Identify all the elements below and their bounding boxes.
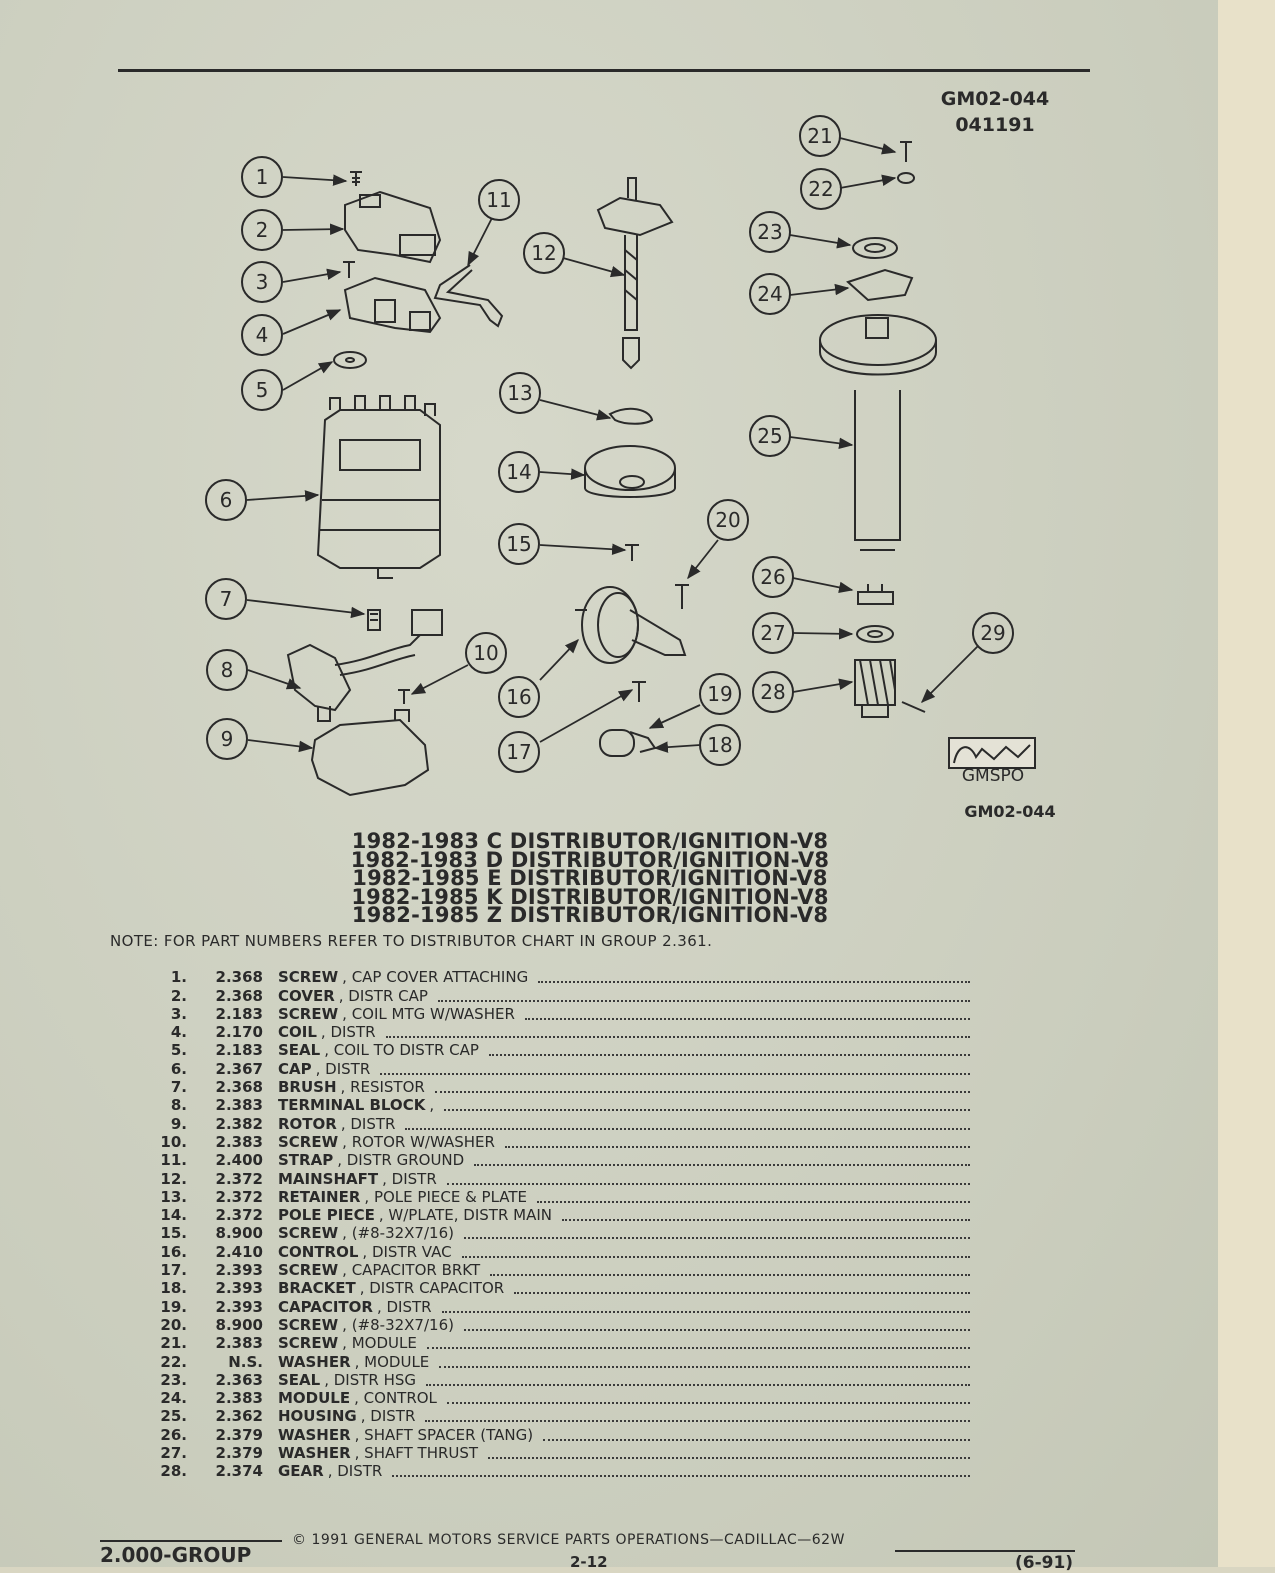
capacitor-icon (600, 730, 655, 756)
part-row (140, 1078, 970, 1096)
part-group: 2.383 (215, 1132, 263, 1151)
part-row (140, 1059, 970, 1077)
gear-icon (855, 660, 895, 717)
part-name: MODULE (278, 1389, 351, 1408)
leader-dots (392, 1475, 970, 1477)
part-number: 1. (170, 968, 187, 987)
seal-icon (334, 352, 366, 368)
part-name: POLE PIECE (278, 1206, 375, 1225)
leader-dots (543, 1439, 970, 1441)
part-group: 2.383 (215, 1096, 263, 1115)
part-description: , COIL TO DISTR CAP (324, 1041, 479, 1060)
part-group: 2.367 (215, 1059, 263, 1078)
leader-dots (489, 1054, 970, 1056)
part-description: , W/PLATE, DISTR MAIN (378, 1206, 552, 1225)
pole-piece-icon (585, 446, 675, 497)
part-number: 6. (170, 1059, 187, 1078)
part-number: 28. (160, 1462, 187, 1481)
part-number: 23. (160, 1370, 187, 1389)
callout-19: 19 (707, 682, 733, 706)
washer-icon (898, 173, 914, 183)
callout-3: 3 (255, 270, 269, 294)
part-row (140, 1444, 970, 1462)
part-description: , CONTROL (354, 1389, 437, 1408)
part-group: 2.372 (215, 1187, 263, 1206)
part-row (140, 1279, 970, 1297)
part-group: 2.379 (215, 1425, 263, 1444)
part-name: SCREW (278, 1261, 339, 1280)
part-description: , DISTR (315, 1059, 371, 1078)
callout-5: 5 (255, 378, 269, 402)
rotor-icon (312, 710, 428, 795)
part-description: , (429, 1096, 435, 1115)
part-group: 2.383 (215, 1389, 263, 1408)
part-row (140, 1242, 970, 1260)
coil-icon (345, 278, 440, 332)
part-row (140, 1316, 970, 1334)
callout-16: 16 (506, 685, 532, 709)
part-description: , DISTR GROUND (337, 1151, 465, 1170)
part-row (140, 1041, 970, 1059)
part-number: 11. (160, 1151, 187, 1170)
leader-dots (462, 1256, 970, 1258)
part-name: SCREW (278, 1315, 339, 1334)
part-row (140, 1389, 970, 1407)
part-name: SCREW (278, 1132, 339, 1151)
date-code: (6-91) (1015, 1553, 1074, 1573)
mainshaft-icon (598, 178, 672, 368)
part-number: 22. (160, 1352, 187, 1371)
screw-icon (398, 690, 410, 704)
callout-25: 25 (757, 424, 783, 448)
leader-dots (538, 981, 970, 983)
part-number: 19. (160, 1297, 187, 1316)
part-name: STRAP (278, 1151, 334, 1170)
part-description: , DISTR (376, 1297, 432, 1316)
part-row (140, 1206, 970, 1224)
part-description: , COIL MTG W/WASHER (342, 1004, 515, 1023)
part-name: CONTROL (278, 1242, 359, 1261)
leader-dots (426, 1384, 970, 1386)
callout-2: 2 (255, 218, 269, 242)
screw-icon (900, 142, 912, 162)
leader-dots (447, 1402, 970, 1404)
leader-dots (438, 1000, 970, 1002)
part-number: 18. (160, 1279, 187, 1298)
distributor-cap-icon (318, 396, 440, 578)
part-name: CAP (278, 1059, 312, 1078)
callout-8: 8 (220, 658, 234, 682)
leader-dots (488, 1457, 970, 1459)
callout-17: 17 (506, 740, 532, 764)
part-group: 2.393 (215, 1279, 263, 1298)
part-row (140, 1005, 970, 1023)
part-group: 2.372 (215, 1169, 263, 1188)
part-row (140, 1261, 970, 1279)
leader-dots (474, 1164, 970, 1166)
part-row (140, 1371, 970, 1389)
part-name: WASHER (278, 1444, 351, 1463)
part-row (140, 1462, 970, 1480)
part-group: 2.363 (215, 1370, 263, 1389)
callout-1: 1 (255, 165, 269, 189)
part-number: 13. (160, 1187, 187, 1206)
callout-22: 22 (808, 177, 834, 201)
part-name: SCREW (278, 1334, 339, 1353)
part-group: 2.374 (215, 1462, 263, 1481)
part-number: 14. (160, 1206, 187, 1225)
part-description: , CAP COVER ATTACHING (342, 968, 529, 987)
part-description: , DISTR CAP (338, 986, 428, 1005)
part-row (140, 1114, 970, 1132)
footer-rule-right (895, 1550, 1075, 1552)
part-number: 27. (160, 1444, 187, 1463)
part-number: 17. (160, 1261, 187, 1280)
callout-28: 28 (760, 680, 786, 704)
part-number: 8. (170, 1096, 187, 1115)
screw-icon (675, 585, 689, 609)
part-row (140, 1096, 970, 1114)
part-row (140, 1188, 970, 1206)
part-number: 21. (160, 1334, 187, 1353)
part-group: 8.900 (215, 1315, 263, 1334)
part-group: 2.393 (215, 1261, 263, 1280)
part-number: 12. (160, 1169, 187, 1188)
header-code-sub: 041191 (955, 114, 1035, 136)
callout-9: 9 (220, 727, 234, 751)
part-group: 2.183 (215, 1041, 263, 1060)
housing-icon (820, 315, 936, 550)
part-name: WASHER (278, 1352, 351, 1371)
part-description: , (#8-32X7/16) (342, 1224, 454, 1243)
part-name: RETAINER (278, 1187, 361, 1206)
note-text: NOTE: FOR PART NUMBERS REFER TO DISTRIBUTOR CHART IN GROUP 2.361. (110, 932, 713, 950)
title-line: 1982-1983 C DISTRIBUTOR/IGNITION-V8 (351, 829, 829, 853)
module-icon (848, 270, 912, 300)
part-group: 2.379 (215, 1444, 263, 1463)
callout-15: 15 (506, 532, 532, 556)
screw-icon (350, 172, 362, 186)
part-name: SCREW (278, 1004, 339, 1023)
part-name: SCREW (278, 1224, 339, 1243)
gmspo-logo-icon (948, 737, 1038, 769)
callout-29: 29 (980, 621, 1006, 645)
leader-dots (442, 1311, 970, 1313)
pin-icon (902, 702, 925, 712)
callout-4: 4 (255, 323, 269, 347)
terminal-block-icon (288, 610, 442, 721)
part-name: SEAL (278, 1370, 321, 1389)
part-row (140, 1352, 970, 1370)
part-group: 8.900 (215, 1224, 263, 1243)
part-number: 26. (160, 1425, 187, 1444)
leader-dots (439, 1366, 970, 1368)
part-group: 2.183 (215, 1004, 263, 1023)
footer-rule-left (100, 1540, 282, 1542)
part-group: 2.393 (215, 1297, 263, 1316)
part-row (140, 1023, 970, 1041)
callout-27: 27 (760, 621, 786, 645)
part-description: , ROTOR W/WASHER (342, 1132, 495, 1151)
part-number: 25. (160, 1407, 187, 1426)
part-number: 24. (160, 1389, 187, 1408)
leader-dots (425, 1420, 970, 1422)
part-group: 2.372 (215, 1206, 263, 1225)
part-name: MAINSHAFT (278, 1169, 379, 1188)
callout-13: 13 (507, 381, 533, 405)
vacuum-control-icon (575, 587, 685, 663)
part-number: 2. (170, 986, 187, 1005)
part-group: 2.368 (215, 1078, 263, 1097)
leader-dots (490, 1274, 970, 1276)
part-row (140, 1425, 970, 1443)
leader-dots (464, 1237, 970, 1239)
part-row (140, 1133, 970, 1151)
title-line: 1982-1985 K DISTRIBUTOR/IGNITION-V8 (351, 884, 829, 909)
leader-dots (464, 1329, 970, 1331)
part-group: 2.170 (215, 1023, 263, 1042)
callout-14: 14 (506, 460, 532, 484)
callout-10: 10 (473, 641, 499, 665)
part-number: 15. (160, 1224, 187, 1243)
page-number: 2-12 (570, 1553, 608, 1571)
part-description: , SHAFT THRUST (354, 1444, 479, 1463)
part-row (140, 986, 970, 1004)
washer-icon (858, 584, 893, 604)
part-description: , DISTR (360, 1407, 416, 1426)
leader-dots (505, 1146, 970, 1148)
callout-18: 18 (707, 733, 733, 757)
part-description: , DISTR CAPACITOR (359, 1279, 505, 1298)
leader-dots (514, 1292, 970, 1294)
part-name: BRUSH (278, 1078, 337, 1097)
part-row (140, 1334, 970, 1352)
leader-dots (435, 1091, 970, 1093)
part-name: TERMINAL BLOCK (278, 1096, 426, 1115)
part-description: , (#8-32X7/16) (342, 1315, 454, 1334)
ignition-coil-icon (345, 192, 440, 262)
logo-text: GMSPO (961, 766, 1025, 786)
part-group: 2.382 (215, 1114, 263, 1133)
header-code-main: GM02-044 (940, 88, 1050, 110)
part-name: ROTOR (278, 1114, 337, 1133)
part-description: , RESISTOR (340, 1078, 425, 1097)
callout-26: 26 (760, 565, 786, 589)
part-description: , DISTR (382, 1169, 437, 1188)
screw-icon (632, 682, 646, 702)
leader-dots (525, 1018, 970, 1020)
part-name: SEAL (278, 1041, 321, 1060)
screw-icon (343, 262, 355, 278)
title-line: 1982-1985 E DISTRIBUTOR/IGNITION-V8 (352, 866, 828, 890)
part-name: COVER (278, 986, 335, 1005)
part-group: 2.368 (215, 986, 263, 1005)
part-group: 2.362 (215, 1407, 263, 1426)
diagram-code: GM02-044 (964, 802, 1056, 821)
leader-dots (562, 1219, 970, 1221)
part-name: SCREW (278, 968, 339, 987)
part-description: , DISTR (340, 1114, 396, 1133)
leader-dots (386, 1036, 970, 1038)
part-description: , DISTR HSG (324, 1370, 417, 1389)
callout-12: 12 (531, 241, 557, 265)
part-row (140, 1169, 970, 1187)
callout-7: 7 (219, 587, 233, 611)
part-number: 16. (160, 1242, 187, 1261)
part-description: , POLE PIECE & PLATE (364, 1187, 528, 1206)
part-number: 9. (170, 1114, 187, 1133)
part-name: GEAR (278, 1462, 324, 1481)
part-number: 7. (170, 1078, 187, 1097)
part-group: 2.383 (215, 1334, 263, 1353)
callout-6: 6 (219, 488, 233, 512)
part-group: 2.410 (215, 1242, 263, 1261)
ground-strap-icon (435, 265, 502, 326)
leader-dots (380, 1073, 970, 1075)
part-name: WASHER (278, 1425, 351, 1444)
part-name: BRACKET (278, 1279, 356, 1298)
part-number: 10. (160, 1132, 187, 1151)
part-group: 2.368 (215, 968, 263, 987)
brush-icon (368, 610, 380, 630)
part-description: , MODULE (354, 1352, 430, 1371)
part-group: N.S. (228, 1352, 263, 1371)
part-name: CAPACITOR (278, 1297, 373, 1316)
part-description: , DISTR (320, 1023, 376, 1042)
copyright-text: © 1991 GENERAL MOTORS SERVICE PARTS OPERATIONS—CADILLAC—62W (292, 1532, 845, 1548)
seal-icon (853, 238, 897, 258)
callout-23: 23 (757, 220, 783, 244)
callout-20: 20 (715, 508, 741, 532)
part-name: COIL (278, 1023, 317, 1042)
part-description: , CAPACITOR BRKT (342, 1261, 481, 1280)
part-row (140, 1407, 970, 1425)
leader-dots (405, 1128, 970, 1130)
part-description: , MODULE (342, 1334, 417, 1353)
leader-dots (444, 1109, 970, 1111)
part-row (140, 1151, 970, 1169)
leader-dots (427, 1347, 970, 1349)
title-line: 1982-1985 Z DISTRIBUTOR/IGNITION-V8 (351, 903, 829, 927)
part-number: 4. (170, 1023, 187, 1042)
leader-dots (447, 1183, 970, 1185)
part-number: 20. (160, 1315, 187, 1334)
part-group: 2.400 (215, 1151, 263, 1170)
part-number: 3. (170, 1004, 187, 1023)
part-number: 5. (170, 1041, 187, 1060)
part-description: , DISTR VAC (362, 1242, 452, 1261)
part-row (140, 968, 970, 986)
part-name: HOUSING (278, 1407, 357, 1426)
parts-list (140, 968, 970, 1480)
part-description: , SHAFT SPACER (TANG) (354, 1425, 534, 1444)
callout-24: 24 (757, 282, 783, 306)
group-label: 2.000-GROUP (100, 1543, 252, 1567)
leader-dots (537, 1201, 970, 1203)
screw-icon (625, 545, 639, 561)
applicability-titles (310, 829, 870, 927)
part-description: , DISTR (327, 1462, 383, 1481)
callout-21: 21 (807, 124, 833, 148)
title-line: 1982-1983 D DISTRIBUTOR/IGNITION-V8 (350, 847, 830, 872)
washer-icon (857, 626, 893, 642)
callout-11: 11 (486, 188, 512, 212)
part-row (140, 1297, 970, 1315)
retainer-icon (610, 409, 652, 424)
part-row (140, 1224, 970, 1242)
